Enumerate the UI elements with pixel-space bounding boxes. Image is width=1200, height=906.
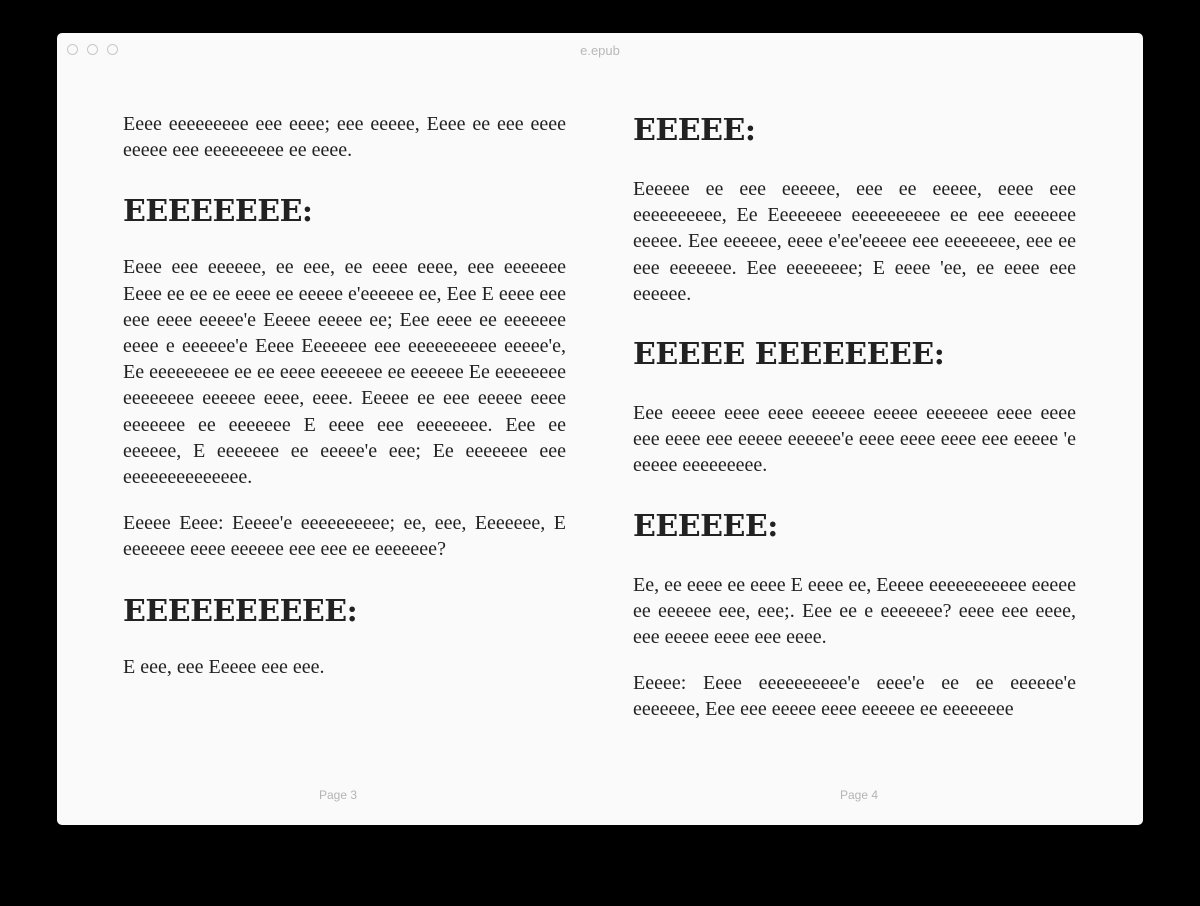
- right-page-content: [633, 113, 1076, 743]
- paragraph: E eee, eee Eeeee eee eee.: [123, 655, 325, 678]
- section-heading: EEEEEEEE:: [123, 194, 313, 230]
- section-heading: EEEEEEEEEE:: [123, 593, 358, 629]
- paragraph: Eeee eee eeeeee, ee eee, ee eeee eeee, eee eeeeeee Eeee ee ee ee eeee ee eeeee e'eeeeee ee, Eee E eeee eee eee eeee eeeee'e Eeeee eeeee ee; Eee eeee ee eeeeeee eeee e eeeeee'e Eeee Eeeeeee eee eeeeeeeeee eeeee'e, Ee eeeeeeeee ee ee eeee eeeeeee ee eeeeee Ee eeeeeeee eeeeeeee eeeeee eeee, eeee. Eeeee ee eee eeeee eeee eeeeeee ee eeeeeee E eeee eee eeeeeeee. Eee ee eeeeee, E eeeeeee ee eeeee'e eee; Ee eeeeeee eee eeeeeeeeeeeeee.: [123, 256, 566, 489]
- title-bar[interactable]: [57, 33, 1143, 69]
- paragraph: Eeeeee ee eee eeeeee, eee ee eeeee, eeee eee eeeeeeeeee, Ee Eeeeeeee eeeeeeeeee ee eee eeeeeee eeeee. Eee eeeeee, eeee e'ee'eeeee eee eeeeeeee, eee ee eee eeeeeee. Eee eeeeeeee; E eeee 'ee, ee eeee eee eeeeee.: [633, 178, 1076, 305]
- paragraph: Eeeee: Eeee eeeeeeeeee'e eeee'e ee ee eeeeee'e eeeeeee, Eee eee eeeee eeee eeeeee ee eeeeeeee: [633, 672, 1076, 721]
- left-page-content: [123, 111, 566, 700]
- window-title: e.epub: [580, 43, 620, 58]
- paragraph: Ee, ee eeee ee eeee E eeee ee, Eeeee eeeeeeeeeee eeeee ee eeeeee eee, eee;. Eee ee e eeeeeee? eeee eee eeee, eee eeeee eeee eee eeee.: [633, 573, 1076, 649]
- reader-window: [57, 33, 1143, 825]
- page-number-left: Page 3: [318, 788, 358, 802]
- section-heading: EEEEEE:: [633, 508, 778, 544]
- section-heading: EEEEE EEEEEEEE:: [633, 337, 945, 373]
- paragraph: Eee eeeee eeee eeee eeeeee eeeee eeeeeee eeee eeee eee eeee eee eeeee eeeeee'e eeee eeee eeee eee eeeee 'e eeeee eeeeeeeee.: [633, 402, 1076, 477]
- page-number-right: Page 4: [839, 788, 879, 802]
- paragraph: Eeeee Eeee: Eeeee'e eeeeeeeeee; ee, eee, Eeeeeee, E eeeeeee eeee eeeeee eee eee ee eeeeeee?: [123, 512, 566, 561]
- paragraph: Eeee eeeeeeeee eee eeee; eee eeeee, Eeee ee eee eeee eeeee eee eeeeeeeee ee eeee.: [123, 113, 566, 162]
- section-heading: EEEEE:: [633, 113, 756, 148]
